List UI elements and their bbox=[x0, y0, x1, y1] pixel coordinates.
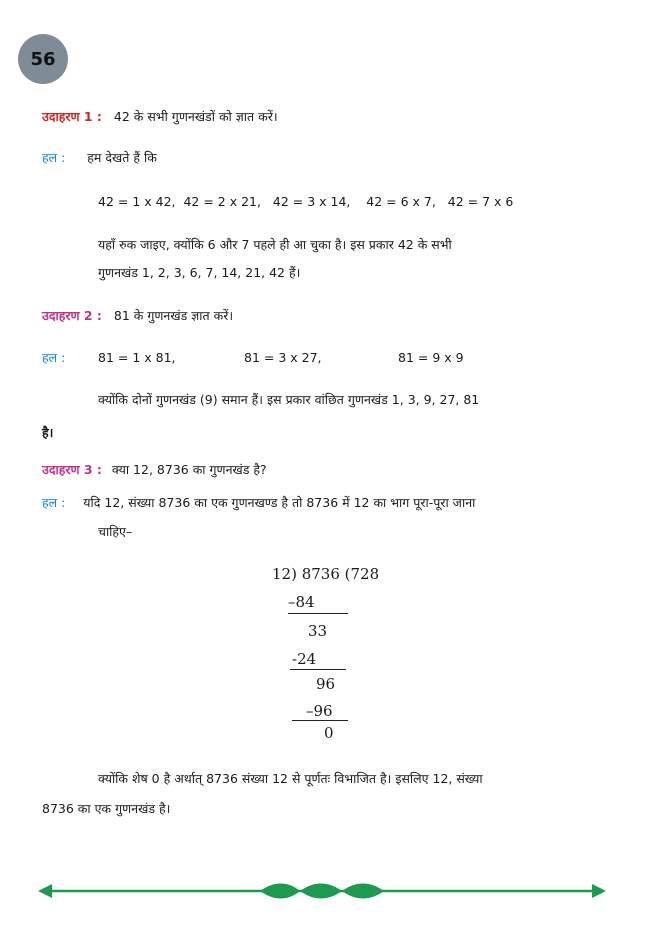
example-3-hal-row bbox=[42, 495, 475, 510]
example-1-row bbox=[42, 109, 278, 124]
example-2-equation-1: 81 = 1 x 81, bbox=[98, 350, 176, 365]
division-step-96: 96 bbox=[316, 675, 336, 693]
example-3-label: उदाहरण 3 : bbox=[42, 462, 102, 477]
example-2-equation-3: 81 = 9 x 9 bbox=[398, 350, 464, 365]
example-1-paragraph-line-1: यहाँ रुक जाइए, क्योंकि 6 और 7 पहले ही आ चुका है। इस प्रकार 42 के सभी bbox=[98, 237, 452, 252]
example-2-hal-label: हल : bbox=[42, 350, 66, 365]
example-3-conclusion-line-2: 8736 का एक गुणनखंड है। bbox=[42, 801, 171, 816]
example-3-hal-label: हल : bbox=[42, 495, 66, 510]
example-2-equation-2: 81 = 3 x 27, bbox=[244, 350, 322, 365]
long-division bbox=[272, 565, 382, 745]
division-remainder: 0 bbox=[324, 724, 334, 742]
division-header: 12) 8736 (728 bbox=[272, 565, 380, 583]
page-number: 56 bbox=[30, 48, 56, 70]
division-step-33: 33 bbox=[308, 622, 328, 640]
example-3-hal-line-1: यदि 12, संख्या 8736 का एक गुणनखण्ड है तो 8736 में 12 का भाग पूरा-पूरा जाना bbox=[83, 495, 476, 510]
division-step-subtract-24: -24 bbox=[292, 650, 317, 668]
example-1-solution-row bbox=[42, 150, 157, 165]
example-3-hal-line-2: चाहिए– bbox=[98, 524, 133, 539]
example-2-question: 81 के गुणनखंड ज्ञात करें। bbox=[113, 308, 234, 323]
example-1-paragraph-line-2: गुणनखंड 1, 2, 3, 6, 7, 14, 21, 42 हैं। bbox=[98, 265, 301, 280]
division-underline-1 bbox=[288, 613, 348, 614]
example-3-row bbox=[42, 462, 267, 477]
example-1-hal-label: हल : bbox=[42, 150, 66, 165]
division-step-subtract-84: –84 bbox=[288, 593, 315, 611]
page-number-badge bbox=[18, 34, 68, 84]
division-underline-2 bbox=[290, 669, 346, 670]
example-1-equations: 42 = 1 x 42, 42 = 2 x 21, 42 = 3 x 14, 42 = 6 x 7, 42 = 7 x 6 bbox=[98, 194, 514, 209]
example-1-label: उदाहरण 1 : bbox=[42, 109, 102, 124]
division-underline-3 bbox=[292, 720, 348, 721]
example-2-row bbox=[42, 308, 233, 323]
example-3-conclusion-line-1: क्योंकि शेष 0 है अर्थात् 8736 संख्या 12 से पूर्णतः विभाजित है। इसलिए 12, संख्या bbox=[98, 771, 483, 786]
example-2-paragraph-line-2: है। bbox=[42, 425, 54, 440]
example-2-paragraph-line-1: क्योंकि दोनों गुणनखंड (9) समान हैं। इस प्रकार वांछित गुणनखंड 1, 3, 9, 27, 81 bbox=[98, 392, 480, 407]
example-1-hal-text: हम देखते हैं कि bbox=[87, 150, 157, 165]
footer-ornament-divider bbox=[38, 878, 606, 904]
example-3-question: क्या 12, 8736 का गुणनखंड है? bbox=[111, 462, 267, 477]
division-step-subtract-96: –96 bbox=[306, 702, 333, 720]
example-1-question: 42 के सभी गुणनखंडों को ज्ञात करें। bbox=[113, 109, 278, 124]
example-2-label: उदाहरण 2 : bbox=[42, 308, 102, 323]
